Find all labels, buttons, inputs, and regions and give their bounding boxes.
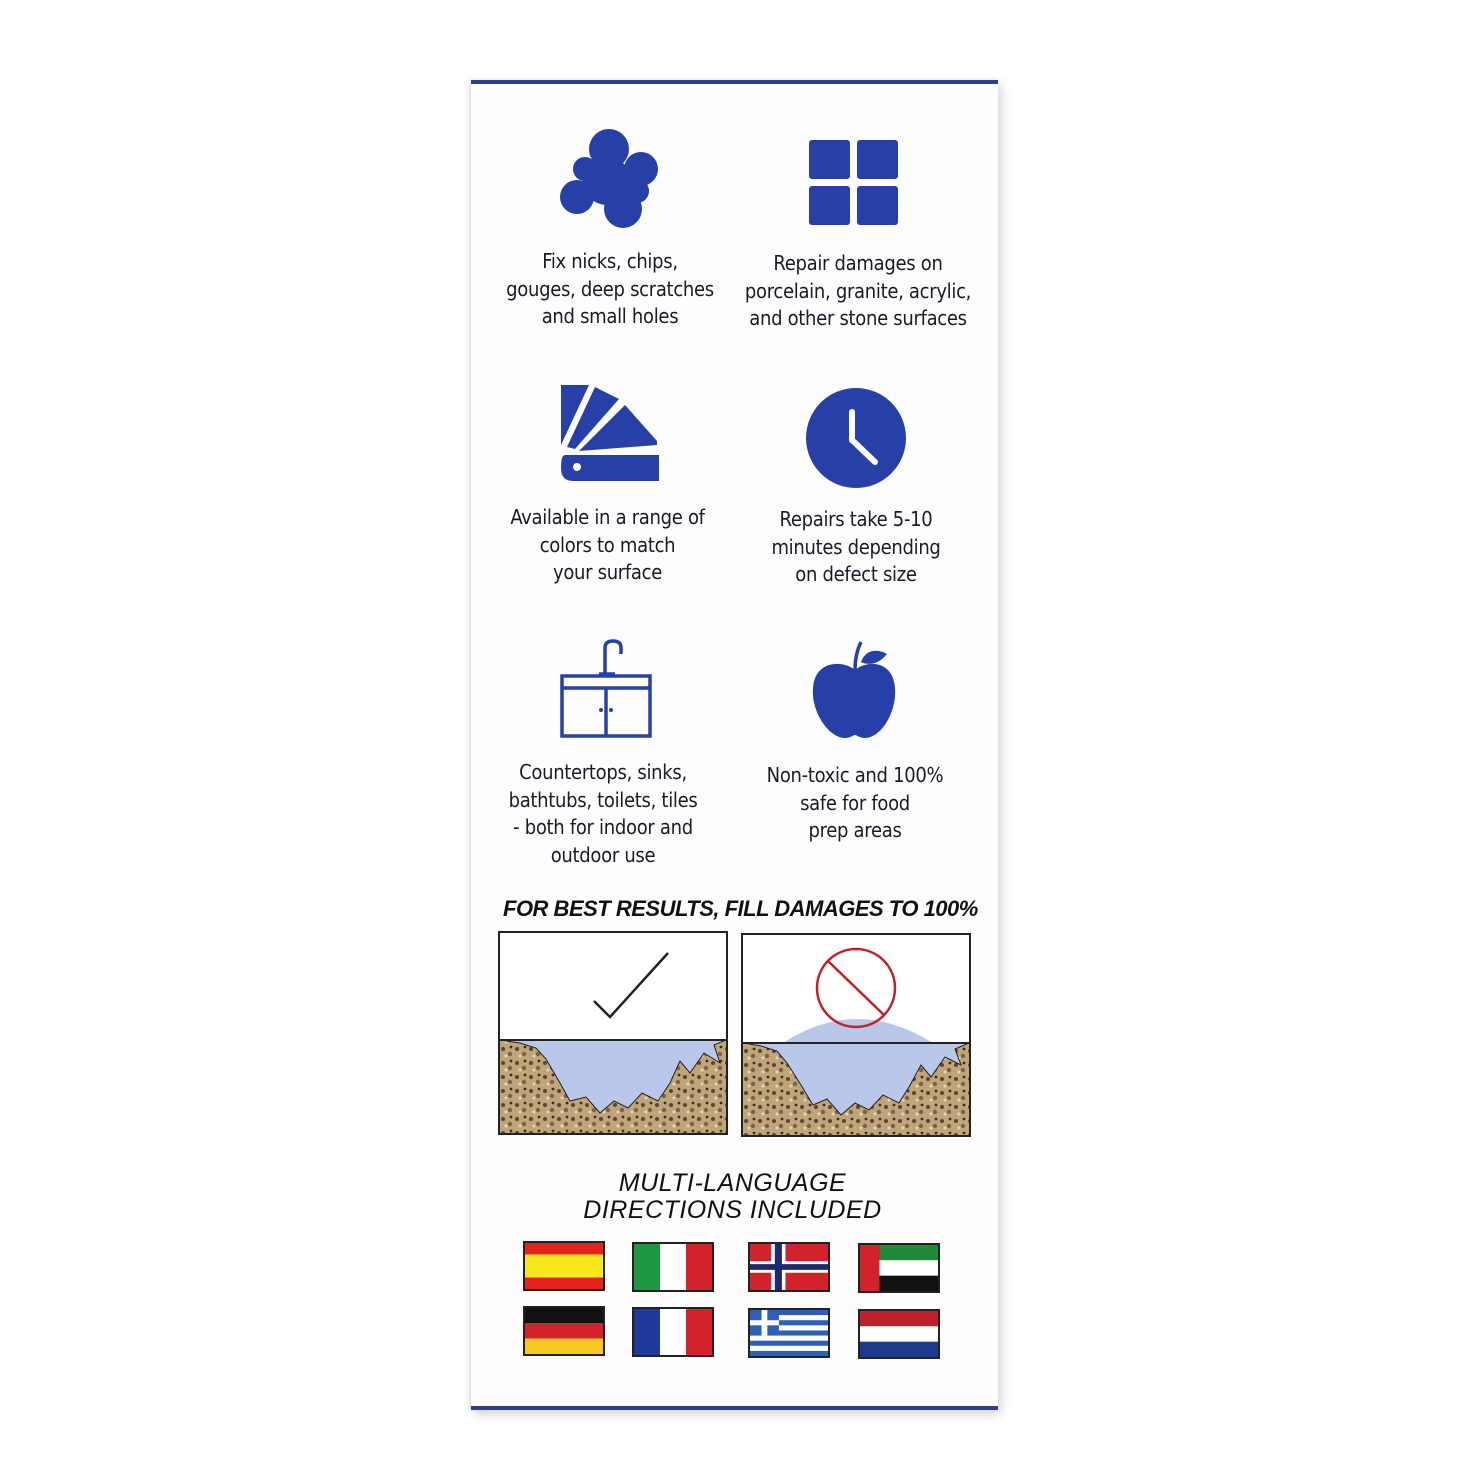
clock-icon	[805, 388, 907, 496]
puzzle-piece-icon	[557, 125, 663, 241]
uae-flag-icon	[858, 1243, 940, 1293]
fill-instruction-heading: FOR BEST RESULTS, FILL DAMAGES TO 100%	[503, 896, 978, 921]
tiles-grid-icon	[809, 140, 899, 234]
norway-flag-icon	[748, 1242, 830, 1292]
feature-text: Non-toxic and 100% safe for food prep areas	[766, 763, 944, 842]
apple-icon	[809, 640, 899, 748]
feature-colors	[495, 382, 720, 592]
greece-flag-icon	[748, 1308, 830, 1358]
feature-text: Fix nicks, chips, gouges, deep scratches and small holes	[506, 249, 714, 328]
spain-flag-icon	[523, 1241, 605, 1291]
germany-flag-icon	[523, 1306, 605, 1356]
feature-repair-time	[745, 382, 967, 592]
kitchen-sink-cabinet-icon	[559, 638, 655, 748]
italy-flag-icon	[632, 1242, 714, 1292]
feature-text: Countertops, sinks, bathtubs, toilets, tiles - both for indoor and outdoor use	[508, 760, 698, 867]
prohibited-icon	[817, 949, 895, 1027]
checkmark-icon	[594, 953, 668, 1017]
correct-fill-example	[498, 931, 728, 1135]
feature-text: Available in a range of colors to match your surface	[510, 505, 705, 584]
language-heading-line1: MULTI-LANGUAGE	[618, 1169, 847, 1197]
color-swatch-fan-icon	[559, 385, 661, 493]
feature-text: Repairs take 5-10 minutes depending on defect size	[771, 507, 941, 586]
overfill-example	[741, 933, 971, 1137]
feature-text: Repair damages on porcelain, granite, acrylic, and other stone surfaces	[744, 251, 972, 330]
feature-food-safe	[745, 640, 965, 850]
france-flag-icon	[632, 1307, 714, 1357]
netherlands-flag-icon	[858, 1309, 940, 1359]
feature-applications	[493, 636, 713, 871]
feature-fix-nicks	[495, 120, 725, 340]
language-heading	[560, 1170, 905, 1224]
language-heading-line2: DIRECTIONS INCLUDED	[583, 1196, 882, 1224]
feature-surfaces	[733, 120, 983, 340]
